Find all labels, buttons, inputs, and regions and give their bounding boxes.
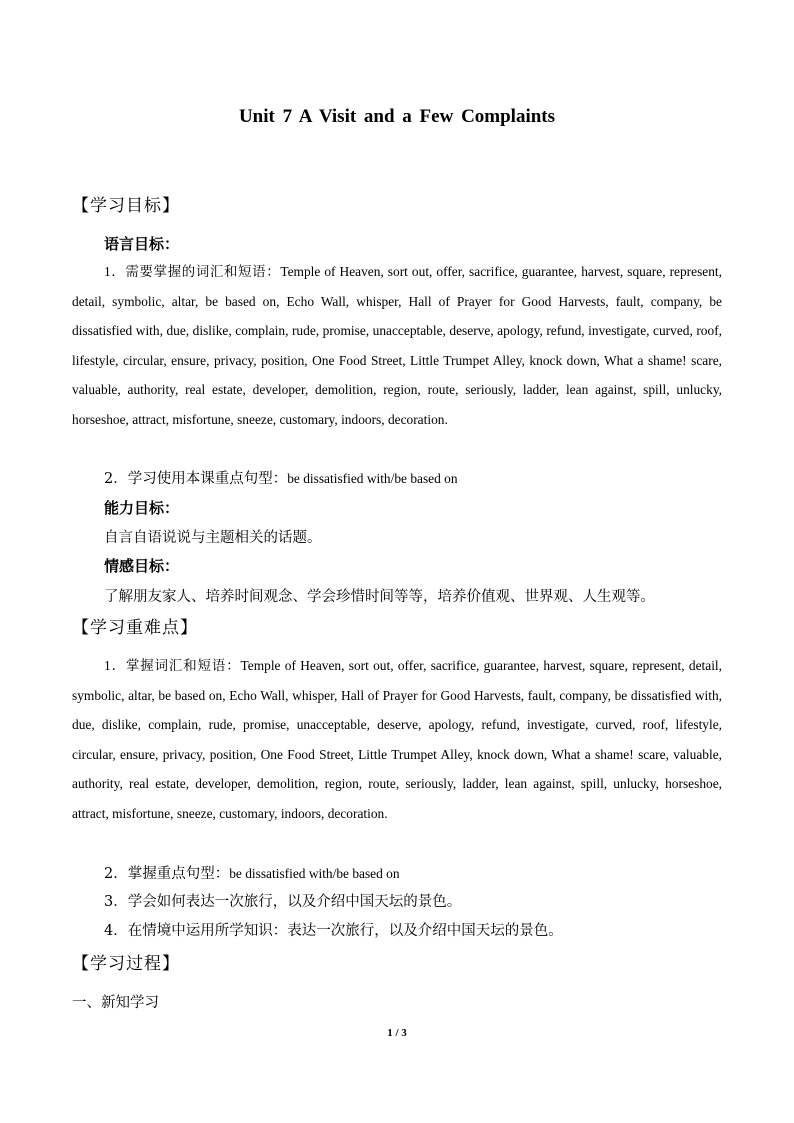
- sentence-pattern-line: [104, 467, 458, 488]
- ability-objective-label: 能力目标：: [104, 499, 180, 517]
- key-point-4: 4．在情境中运用所学知识：表达一次旅行，以及介绍中国天坛的景色。: [104, 923, 563, 939]
- document-title: Unit 7 A Visit and a Few Complaints: [238, 106, 556, 127]
- sentence-pattern-text: be dissatisfied with/be based on: [287, 471, 458, 486]
- key-vocabulary-paragraph: 1．掌握词汇和短语：Temple of Heaven, sort out, offer, sacrifice, guarantee, harvest, square, represent, detail, symbolic, altar, be based on, Echo Wall, whisper, Hall of Prayer for Good Harvests, fault, company, be dissatisfied with, due, dislike, complain, rude, promise, unacceptable, deserve, apology, refund, investigate, curved, roof, lifestyle, circular, ensure, privacy, position, One Food Street, Little Trumpet Alley, knock down, What a shame! scare, valuable, authority, real estate, developer, demolition, region, route, seriously, ladder, lean against, spill, unlucky, horseshoe, attract, misfortune, sneeze, customary, indoors, decoration.: [72, 658, 722, 821]
- page-number: 1 / 3: [387, 1027, 407, 1039]
- new-knowledge-subheading: 一、新知学习: [72, 995, 159, 1011]
- process-heading: 【学习过程】: [72, 954, 180, 974]
- vocabulary-list-paragraph: 1．需要掌握的词汇和短语：Temple of Heaven, sort out, offer, sacrifice, guarantee, harvest, square, represent, detail, symbolic, altar, be based on, Echo Wall, whisper, Hall of Prayer for Good Harvests, fault, company, be dissatisfied with, due, dislike, complain, rude, promise, unacceptable, deserve, apology, refund, investigate, curved, roof, lifestyle, circular, ensure, privacy, position, One Food Street, Little Trumpet Alley, knock down, What a shame! scare, valuable, authority, real estate, developer, demolition, region, route, seriously, ladder, lean against, spill, unlucky, horseshoe, attract, misfortune, sneeze, customary, indoors, decoration.: [72, 264, 722, 427]
- language-objective-label: 语言目标：: [104, 235, 180, 253]
- key-sentence-pattern-text: be dissatisfied with/be based on: [229, 866, 400, 881]
- key-point-3: 3．学会如何表达一次旅行，以及介绍中国天坛的景色。: [104, 894, 462, 910]
- ability-objective-text: 自言自语说说与主题相关的话题。: [104, 530, 322, 546]
- emotion-objective-label: 情感目标：: [104, 557, 180, 575]
- objectives-heading: 【学习目标】: [72, 196, 180, 216]
- key-points-heading: 【学习重难点】: [72, 618, 198, 638]
- sentence-pattern-label: 2．学习使用本课重点句型：: [104, 471, 288, 487]
- key-sentence-pattern-label: 2．掌握重点句型：: [104, 866, 230, 882]
- emotion-objective-text: 了解朋友家人、培养时间观念、学会珍惜时间等等，培养价值观、世界观、人生观等。: [104, 589, 655, 605]
- key-sentence-pattern-line: [104, 862, 400, 883]
